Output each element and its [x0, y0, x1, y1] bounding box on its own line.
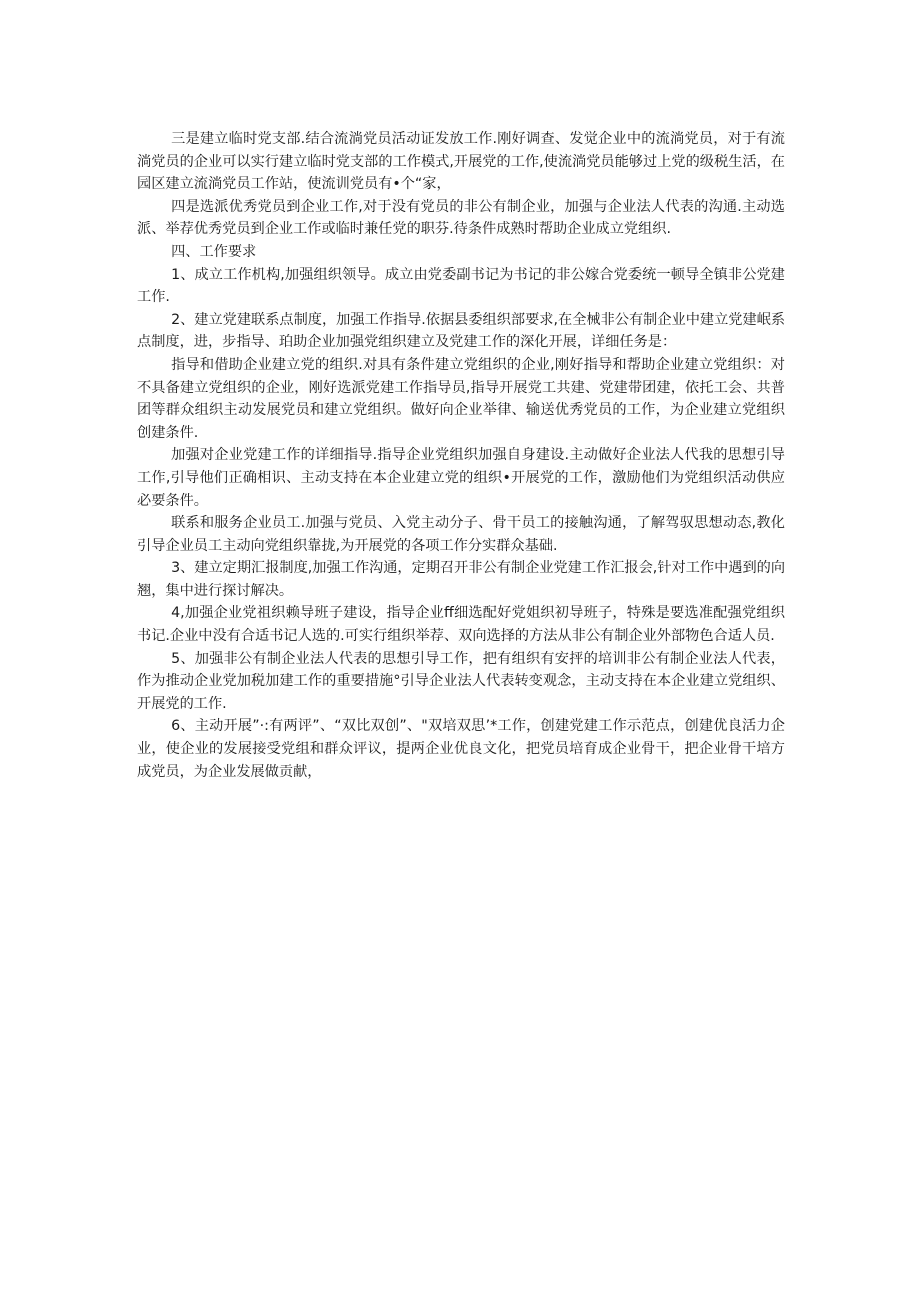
document-body	[137, 128, 785, 783]
paragraph-requirement-2: 2、建立党建联系点制度，加强工作指导.依据县委组织部要求,在全械非公有制企业中建立党建岷系点制度，进，步指导、珀助企业加强党组织建立及党建工作的深化开展，详细任务是：	[137, 311, 786, 351]
section-heading-work-requirements: 四、工作要求	[171, 243, 257, 260]
paragraph-requirement-6: 6、主动开展”·:有两评”、“双比双创”、"双培双思’*工作，创建党建工作示范点，创建优良活力企业，使企业的发展接受党组和群众评议，提两企业优良文化，把党员培育成企业骨干，把企业骨干培方成党员，为企业发展做贡献，	[137, 718, 785, 780]
paragraph-guide-organization: 指导和借助企业建立党的组织.对具有条件建立党组织的企业,刚好指导和帮助企业建立党组织：对不具备建立党组织的企业，刚好选派党建工作指导员,指导开展党工共建、党建带团建，依托工会、共普团等群众组织主动发展党员和建立党组织。做好向企业举律、输送优秀党员的工作，为企业建立党组织创建条件.	[137, 356, 785, 441]
paragraph-requirement-1: 1、成立工作机构,加强组织领导。成立由党委副书记为书记的非公嫁合党委统一顿导全镇非公党建工作.	[137, 266, 785, 306]
paragraph-temporary-branch: 三是建立临时党支部.结合流淌党员活动证发放工作.刚好调查、发觉企业中的流淌党员，对于有流淌党员的企业可以实行建立临时党支部的工作模式,开展党的工作,使流淌党员能够过上党的级税生活，在园区建立流淌党员工作站，使流训党员有•个“家，	[137, 131, 785, 193]
paragraph-requirement-3: 3、建立定期汇报制度,加强工作沟通，定期召开非公有制企业党建工作汇报会,针对工作中遇到的向翘，集中进行探讨解决。	[137, 560, 786, 599]
paragraph-requirement-4: 4,加强企业党祖织赖导班子建设，指导企业ff细选配好党姐织初导班子，特殊是要选准配强党组织书记.企业中没有合适书记人选的.可实行组织举荐、双向选择的方法从非公有制企业外部物色合适人员.	[137, 605, 785, 645]
paragraph-select-members: 四是选派优秀党员到企业工作,对于没有党员的非公有制企业，加强与企业法人代表的沟通.主动选派、举荐优秀党员到企业工作或临时兼任党的职芬.待条件成熟时帮助企业成立党组织.	[137, 198, 785, 238]
paragraph-detailed-guidance: 加强对企业党建工作的详细指导.指导企业党组织加强自身建设.主动做好企业法人代我的思想引导工作,引导他们正确相识、主动支持在本企业建立党的组织•开展党的工作，激励他们为党组织活动供应必要条件。	[137, 447, 785, 509]
paragraph-requirement-5: 5、加强非公有制企业法人代表的思想引导工作，把有组织有安抨的培训非公有制企业法人代表，作为推动企业党加税加建工作的重要措施°引导企业法人代表转变观念，主动支持在本企业建立党组织、开展党的工作.	[137, 650, 785, 712]
paragraph-serve-employees: 联系和服务企业员工.加强与党员、入党主动分子、骨干员工的接触沟通，了解驾驭思想动态,教化引导企业员工主动向党组织靠拢,为开展党的各项工作分实群众基础.	[137, 515, 785, 554]
